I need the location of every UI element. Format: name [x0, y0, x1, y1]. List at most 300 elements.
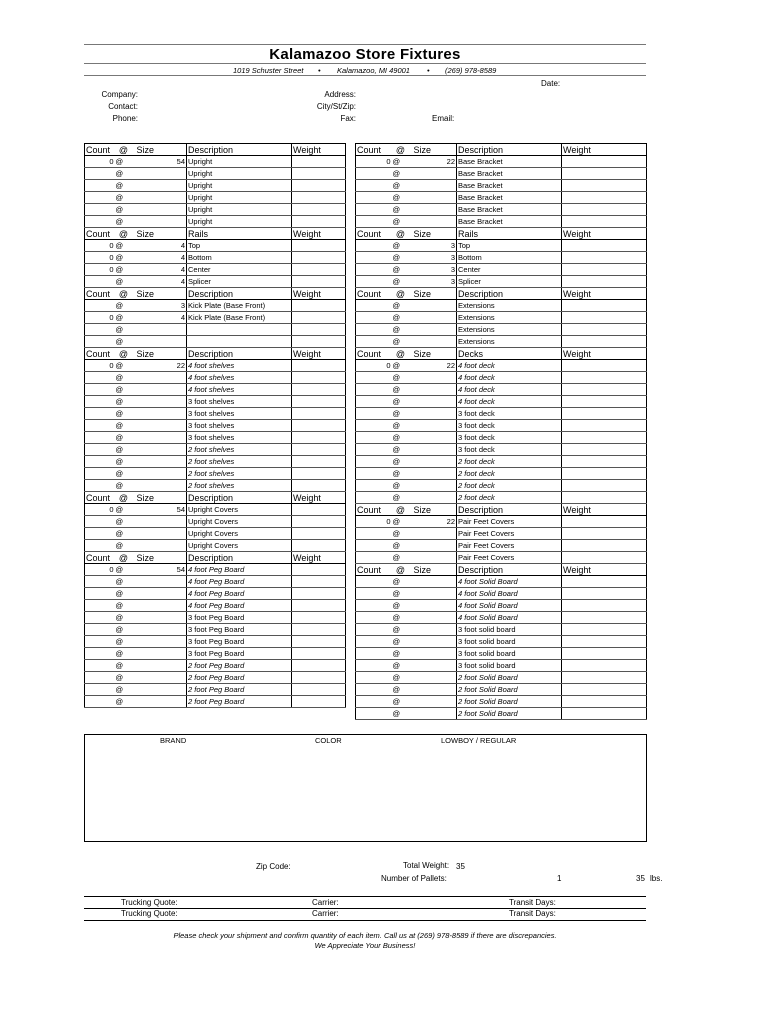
size-cell: 4 — [133, 264, 187, 276]
table-row — [356, 468, 647, 480]
size-cell — [410, 180, 457, 192]
at-icon: @ — [392, 696, 410, 708]
count-cell — [356, 492, 392, 504]
count-cell — [85, 468, 115, 480]
weight-cell — [562, 264, 647, 276]
weight-cell — [292, 168, 346, 180]
size-cell — [410, 684, 457, 696]
weight-cell — [292, 648, 346, 660]
description-cell: Splicer — [457, 276, 562, 288]
description-cell: 3 foot solid board — [457, 648, 562, 660]
weight-cell — [292, 336, 346, 348]
size-cell — [410, 420, 457, 432]
size-cell — [410, 648, 457, 660]
at-icon: @ — [392, 396, 410, 408]
description-cell: 3 foot shelves — [187, 396, 292, 408]
count-cell — [356, 624, 392, 636]
size-cell — [410, 492, 457, 504]
brand-color-box — [84, 734, 647, 842]
description-cell: Upright — [187, 156, 292, 168]
table-row — [85, 600, 346, 612]
description-cell: Base Bracket — [457, 216, 562, 228]
weight-cell — [562, 192, 647, 204]
city-state-zip-label: City/St/Zip: — [316, 102, 356, 111]
weight-cell — [562, 624, 647, 636]
weight-cell — [292, 372, 346, 384]
count-cell — [356, 444, 392, 456]
table-row — [356, 372, 647, 384]
description-cell: 2 foot deck — [457, 468, 562, 480]
weight-cell — [562, 324, 647, 336]
description-cell: 2 foot shelves — [187, 468, 292, 480]
count-cell: 0 — [85, 360, 115, 372]
description-cell: 3 foot deck — [457, 444, 562, 456]
count-cell — [85, 420, 115, 432]
description-cell: 3 foot Peg Board — [187, 648, 292, 660]
table-row — [356, 600, 647, 612]
count-cell — [356, 312, 392, 324]
table-row — [356, 624, 647, 636]
transit-days-label: Transit Days: — [509, 909, 556, 918]
size-cell — [133, 516, 187, 528]
count-cell — [85, 324, 115, 336]
count-cell — [85, 648, 115, 660]
trucking-quote-label: Trucking Quote: — [121, 909, 178, 918]
weight-cell — [562, 528, 647, 540]
table-row — [85, 168, 346, 180]
weight-header: Weight — [292, 492, 346, 504]
table-row — [85, 444, 346, 456]
at-icon: @ — [392, 660, 410, 672]
table-header-row — [356, 348, 647, 360]
count-cell — [356, 648, 392, 660]
at-header: @ — [115, 552, 133, 564]
size-header: Size — [410, 504, 457, 516]
description-cell: Top — [187, 240, 292, 252]
size-cell — [410, 552, 457, 564]
table-row — [356, 696, 647, 708]
count-cell: 0 — [356, 360, 392, 372]
table-row — [356, 180, 647, 192]
at-icon: @ — [392, 300, 410, 312]
table-row — [85, 312, 346, 324]
count-cell — [85, 624, 115, 636]
description-cell — [187, 324, 292, 336]
at-icon: @ — [115, 672, 133, 684]
table-row — [85, 696, 346, 708]
size-cell — [410, 192, 457, 204]
size-cell — [410, 204, 457, 216]
description-cell: 2 foot Peg Board — [187, 696, 292, 708]
at-icon: @ — [392, 264, 410, 276]
at-icon: @ — [115, 588, 133, 600]
weight-cell — [562, 576, 647, 588]
weight-cell — [292, 420, 346, 432]
at-icon: @ — [115, 444, 133, 456]
weight-header: Weight — [292, 228, 346, 240]
count-cell — [85, 636, 115, 648]
weight-cell — [292, 180, 346, 192]
weight-cell — [562, 492, 647, 504]
description-cell: 2 foot shelves — [187, 480, 292, 492]
table-row — [85, 468, 346, 480]
size-cell: 54 — [133, 156, 187, 168]
description-cell: Pair Feet Covers — [457, 540, 562, 552]
table-row — [356, 648, 647, 660]
size-cell — [133, 384, 187, 396]
table-row — [85, 564, 346, 576]
footer-notice: Please check your shipment and confirm quantity of each item. Call us at (269) 978-8589 if there are discrepancies. — [173, 931, 557, 940]
at-icon: @ — [115, 156, 133, 168]
at-icon: @ — [115, 516, 133, 528]
weight-cell — [562, 408, 647, 420]
at-icon: @ — [392, 408, 410, 420]
count-cell — [356, 276, 392, 288]
table-row — [85, 324, 346, 336]
size-cell — [410, 708, 457, 720]
size-cell — [410, 480, 457, 492]
at-icon: @ — [392, 456, 410, 468]
description-cell: 2 foot shelves — [187, 456, 292, 468]
at-icon: @ — [392, 540, 410, 552]
weight-cell — [562, 636, 647, 648]
description-cell: 2 foot Solid Board — [457, 684, 562, 696]
description-cell: Extensions — [457, 336, 562, 348]
at-icon: @ — [115, 528, 133, 540]
table-row — [356, 300, 647, 312]
description-cell: 3 foot Peg Board — [187, 636, 292, 648]
at-header: @ — [392, 144, 410, 156]
count-cell: 0 — [356, 516, 392, 528]
size-cell — [410, 432, 457, 444]
description-cell: 4 foot shelves — [187, 384, 292, 396]
weight-cell — [562, 552, 647, 564]
count-cell — [85, 384, 115, 396]
description-cell: Upright — [187, 216, 292, 228]
count-cell: 0 — [85, 264, 115, 276]
description-header: Description — [187, 144, 292, 156]
size-cell — [133, 540, 187, 552]
description-cell: Upright — [187, 204, 292, 216]
description-cell: 4 foot shelves — [187, 372, 292, 384]
size-cell — [133, 696, 187, 708]
weight-cell — [292, 192, 346, 204]
count-cell: 0 — [85, 240, 115, 252]
size-cell: 4 — [133, 240, 187, 252]
at-icon: @ — [115, 648, 133, 660]
at-icon: @ — [115, 384, 133, 396]
weight-cell — [292, 636, 346, 648]
description-cell: 2 foot Solid Board — [457, 672, 562, 684]
count-cell — [356, 240, 392, 252]
weight-cell — [562, 432, 647, 444]
table-row — [356, 636, 647, 648]
count-cell — [356, 384, 392, 396]
count-cell — [85, 456, 115, 468]
table-row — [356, 708, 647, 720]
weight-cell — [562, 312, 647, 324]
count-cell — [85, 540, 115, 552]
count-cell: 0 — [85, 564, 115, 576]
size-cell: 22 — [133, 360, 187, 372]
at-header: @ — [392, 348, 410, 360]
description-cell: 2 foot deck — [457, 456, 562, 468]
date-label: Date: — [541, 79, 561, 88]
size-header: Size — [410, 288, 457, 300]
bullet-icon: • — [318, 66, 321, 75]
count-cell — [85, 660, 115, 672]
count-cell — [356, 552, 392, 564]
footer-thanks: We Appreciate Your Business! — [314, 941, 416, 950]
size-cell — [410, 696, 457, 708]
size-header: Size — [410, 348, 457, 360]
at-icon: @ — [392, 168, 410, 180]
total-weight-value: 35 — [456, 862, 465, 871]
at-header: @ — [115, 348, 133, 360]
table-row — [356, 588, 647, 600]
size-cell — [410, 468, 457, 480]
description-header: Rails — [457, 228, 562, 240]
table-header-row — [85, 288, 346, 300]
table-row — [356, 312, 647, 324]
description-cell: Upright Covers — [187, 504, 292, 516]
count-cell — [356, 612, 392, 624]
at-icon: @ — [392, 192, 410, 204]
count-header: Count — [356, 228, 392, 240]
weight-cell — [292, 696, 346, 708]
description-cell: Base Bracket — [457, 204, 562, 216]
description-header: Description — [187, 288, 292, 300]
table-row — [85, 516, 346, 528]
count-cell — [356, 180, 392, 192]
description-header: Description — [457, 564, 562, 576]
weight-cell — [562, 612, 647, 624]
weight-cell — [562, 540, 647, 552]
size-cell — [133, 396, 187, 408]
weight-cell — [292, 564, 346, 576]
count-cell — [356, 372, 392, 384]
count-cell — [356, 420, 392, 432]
description-cell: Extensions — [457, 300, 562, 312]
at-icon: @ — [115, 396, 133, 408]
description-cell: 3 foot shelves — [187, 432, 292, 444]
count-cell — [85, 372, 115, 384]
count-cell — [356, 480, 392, 492]
at-icon: @ — [115, 300, 133, 312]
count-cell — [85, 192, 115, 204]
table-row — [356, 384, 647, 396]
count-cell — [85, 576, 115, 588]
table-row — [85, 648, 346, 660]
size-cell: 3 — [410, 240, 457, 252]
weight-cell — [562, 300, 647, 312]
size-cell — [410, 540, 457, 552]
table-header-row — [85, 144, 346, 156]
description-cell: 4 foot deck — [457, 396, 562, 408]
size-cell: 22 — [410, 516, 457, 528]
description-cell: Center — [457, 264, 562, 276]
at-header: @ — [392, 564, 410, 576]
table-row — [85, 372, 346, 384]
table-row — [85, 624, 346, 636]
weight-cell — [562, 696, 647, 708]
weight-cell — [562, 660, 647, 672]
count-cell — [356, 396, 392, 408]
weight-cell — [562, 156, 647, 168]
description-cell: 4 foot shelves — [187, 360, 292, 372]
table-row — [356, 684, 647, 696]
weight-header: Weight — [292, 144, 346, 156]
bullet-icon: • — [427, 66, 430, 75]
description-cell: 2 foot deck — [457, 492, 562, 504]
at-header: @ — [392, 288, 410, 300]
weight-cell — [562, 480, 647, 492]
at-icon: @ — [115, 360, 133, 372]
store-phone: (269) 978-8589 — [445, 66, 497, 75]
weight-cell — [292, 576, 346, 588]
size-header: Size — [410, 228, 457, 240]
fixtures-table-right — [355, 143, 647, 720]
count-cell — [356, 660, 392, 672]
zip-code-label: Zip Code: — [256, 862, 291, 871]
size-cell — [133, 468, 187, 480]
at-header: @ — [115, 492, 133, 504]
size-cell — [410, 660, 457, 672]
weight-cell — [292, 240, 346, 252]
table-row — [85, 276, 346, 288]
table-row — [356, 528, 647, 540]
description-cell: 2 foot Solid Board — [457, 708, 562, 720]
description-cell: Bottom — [187, 252, 292, 264]
table-row — [356, 420, 647, 432]
weight-cell — [562, 516, 647, 528]
count-cell — [356, 684, 392, 696]
table-header-row — [85, 228, 346, 240]
description-cell: 3 foot shelves — [187, 420, 292, 432]
description-cell: Kick Plate (Base Front) — [187, 312, 292, 324]
description-header: Description — [187, 348, 292, 360]
weight-cell — [292, 216, 346, 228]
description-cell: 3 foot solid board — [457, 660, 562, 672]
size-header: Size — [410, 144, 457, 156]
table-row — [85, 636, 346, 648]
count-header: Count — [356, 144, 392, 156]
size-cell — [133, 480, 187, 492]
count-cell — [356, 588, 392, 600]
at-icon: @ — [392, 672, 410, 684]
size-cell — [410, 300, 457, 312]
at-icon: @ — [392, 252, 410, 264]
brand-label: BRAND — [160, 736, 187, 745]
count-header: Count — [85, 348, 115, 360]
size-cell — [133, 624, 187, 636]
size-cell — [410, 456, 457, 468]
at-icon: @ — [392, 552, 410, 564]
description-cell: Base Bracket — [457, 180, 562, 192]
description-cell: 2 foot deck — [457, 480, 562, 492]
at-icon: @ — [392, 684, 410, 696]
weight-cell — [562, 444, 647, 456]
at-icon: @ — [115, 456, 133, 468]
fax-label: Fax: — [340, 114, 356, 123]
at-icon: @ — [115, 264, 133, 276]
table-row — [85, 504, 346, 516]
weight-cell — [292, 408, 346, 420]
at-icon: @ — [115, 408, 133, 420]
size-cell — [133, 372, 187, 384]
table-row — [356, 552, 647, 564]
table-row — [356, 396, 647, 408]
at-icon: @ — [392, 432, 410, 444]
size-header: Size — [133, 144, 187, 156]
size-cell — [133, 528, 187, 540]
count-cell — [85, 480, 115, 492]
weight-cell — [562, 240, 647, 252]
description-header: Description — [457, 504, 562, 516]
description-cell: 2 foot shelves — [187, 444, 292, 456]
size-header: Size — [133, 348, 187, 360]
weight-cell — [292, 360, 346, 372]
count-cell — [85, 216, 115, 228]
weight-cell — [292, 324, 346, 336]
at-icon: @ — [115, 180, 133, 192]
table-row — [356, 168, 647, 180]
count-cell — [85, 684, 115, 696]
table-row — [85, 336, 346, 348]
size-cell — [410, 612, 457, 624]
weight-header: Weight — [292, 288, 346, 300]
count-cell — [85, 432, 115, 444]
count-cell — [356, 216, 392, 228]
size-cell: 3 — [410, 276, 457, 288]
table-header-row — [356, 564, 647, 576]
size-cell — [133, 336, 187, 348]
count-cell — [356, 600, 392, 612]
size-cell — [133, 660, 187, 672]
at-icon: @ — [392, 324, 410, 336]
at-icon: @ — [115, 204, 133, 216]
description-cell: 4 foot deck — [457, 384, 562, 396]
count-cell: 0 — [85, 312, 115, 324]
description-header: Description — [187, 492, 292, 504]
table-header-row — [356, 144, 647, 156]
size-cell: 22 — [410, 156, 457, 168]
description-header: Description — [457, 144, 562, 156]
description-cell: 4 foot Solid Board — [457, 612, 562, 624]
weight-cell — [292, 672, 346, 684]
table-row — [356, 612, 647, 624]
at-icon: @ — [115, 480, 133, 492]
size-cell — [410, 216, 457, 228]
description-cell: Upright — [187, 192, 292, 204]
at-icon: @ — [115, 612, 133, 624]
lowboy-regular-label: LOWBOY / REGULAR — [441, 736, 517, 745]
size-cell: 4 — [133, 252, 187, 264]
description-cell: Upright Covers — [187, 528, 292, 540]
size-cell — [410, 408, 457, 420]
count-cell: 0 — [85, 252, 115, 264]
description-cell: 4 foot Solid Board — [457, 600, 562, 612]
color-label: COLOR — [315, 736, 342, 745]
count-cell — [356, 528, 392, 540]
table-row — [356, 516, 647, 528]
count-cell — [85, 588, 115, 600]
table-row — [85, 480, 346, 492]
size-cell — [410, 312, 457, 324]
table-row — [85, 216, 346, 228]
table-row — [85, 240, 346, 252]
size-header: Size — [133, 552, 187, 564]
